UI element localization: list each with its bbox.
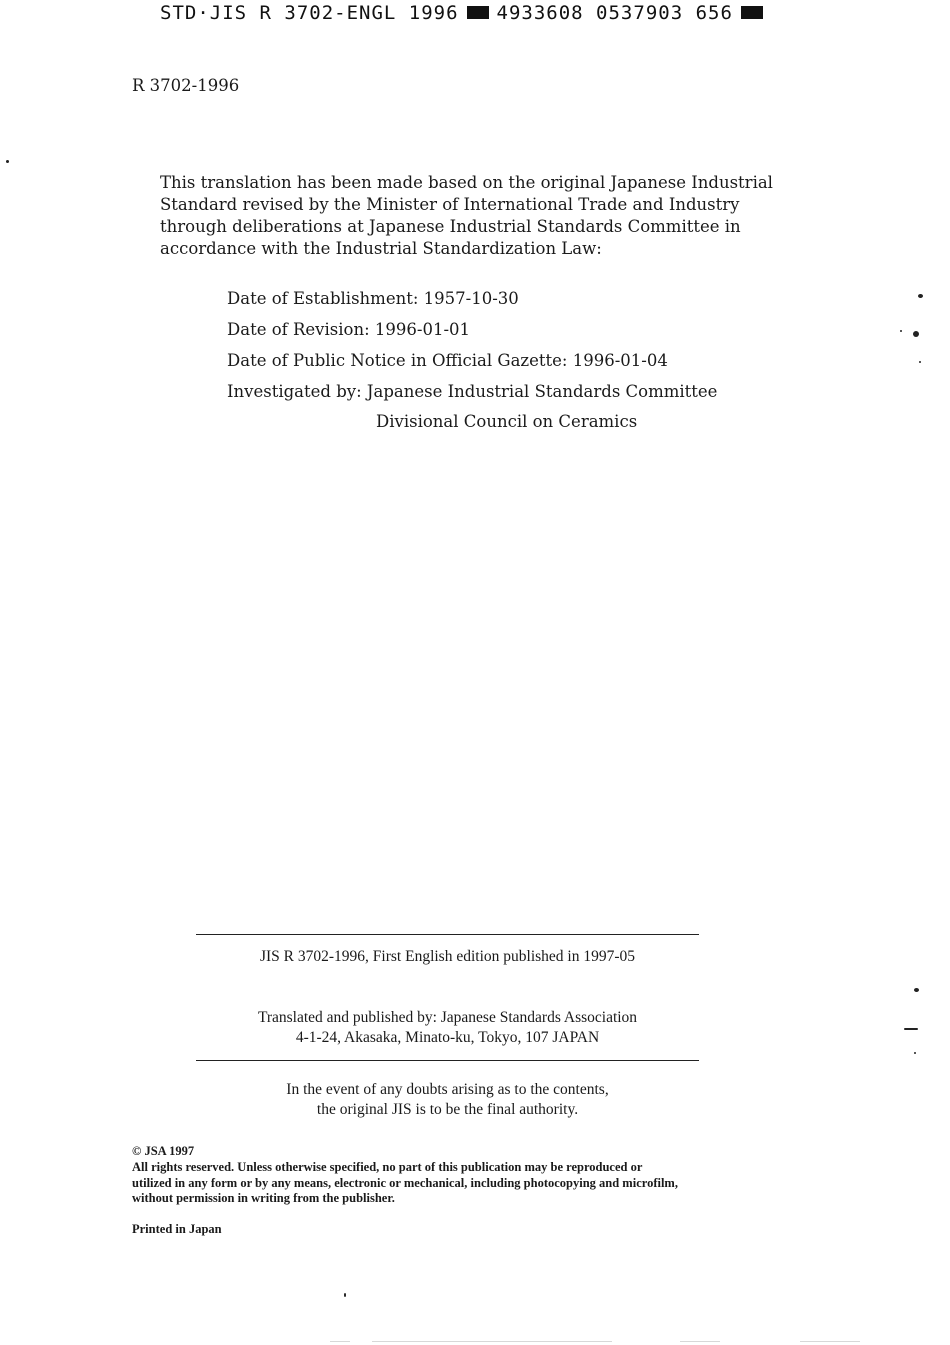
edition-statement: JIS R 3702-1996, First English edition published in 1997-05 [259, 948, 636, 965]
scan-speck [6, 160, 9, 163]
scan-speck [900, 330, 902, 332]
publisher-line: Translated and published by: Japanese Standards Association [257, 1009, 638, 1026]
scan-line [372, 1341, 612, 1342]
document-number: R 3702-1996 [132, 76, 240, 95]
scan-speck [914, 1052, 916, 1054]
scan-speck [918, 294, 923, 298]
rights-line-3: without permission in writing from the publisher. [132, 1191, 395, 1205]
scan-speck [904, 1028, 918, 1030]
divisional-council: Divisional Council on Ceramics [376, 412, 638, 431]
scan-speck [913, 331, 919, 337]
scan-line [330, 1341, 350, 1342]
date-of-public-notice: Date of Public Notice in Official Gazette: 1996-01-04 [227, 351, 668, 370]
publisher-address: 4-1-24, Akasaka, Minato-ku, Tokyo, 107 JAPAN [295, 1029, 600, 1046]
authority-note-line-1: In the event of any doubts arising as to the contents, [286, 1081, 609, 1098]
header-code [160, 2, 771, 24]
rights-line-2: utilized in any form or by any means, electronic or mechanical, including photocopying and microfilm, [132, 1176, 678, 1190]
header-code-part1: STD·JIS R 3702-ENGL 1996 [160, 2, 459, 24]
divider-top [196, 934, 699, 935]
printed-in: Printed in Japan [132, 1222, 222, 1236]
rights-line-1: All rights reserved. Unless otherwise specified, no part of this publication may be reproduced or [132, 1160, 643, 1174]
date-of-revision: Date of Revision: 1996-01-01 [227, 320, 471, 339]
scan-speck [914, 988, 919, 992]
scan-line [680, 1341, 720, 1342]
intro-paragraph: This translation has been made based on the original Japanese Industrial Standard revised by the Minister of International Trade and Industry through deliberations at Japanese Industrial Standards Committee in accordance with the Industrial Standardization Law: [160, 173, 773, 258]
authority-note-line-2: the original JIS is to be the final authority. [316, 1101, 579, 1118]
investigated-by: Investigated by: Japanese Industrial Standards Committee [227, 382, 718, 401]
divider-bottom [196, 1060, 699, 1061]
scan-speck [344, 1293, 346, 1297]
header-code-part2: 4933608 0537903 656 [496, 2, 733, 24]
copyright-notice: © JSA 1997 [132, 1144, 195, 1158]
header-block-mark-2 [741, 6, 763, 19]
scan-line [800, 1341, 860, 1342]
date-of-establishment: Date of Establishment: 1957-10-30 [227, 289, 519, 308]
scan-speck [919, 361, 921, 363]
header-block-mark-1 [467, 6, 489, 19]
